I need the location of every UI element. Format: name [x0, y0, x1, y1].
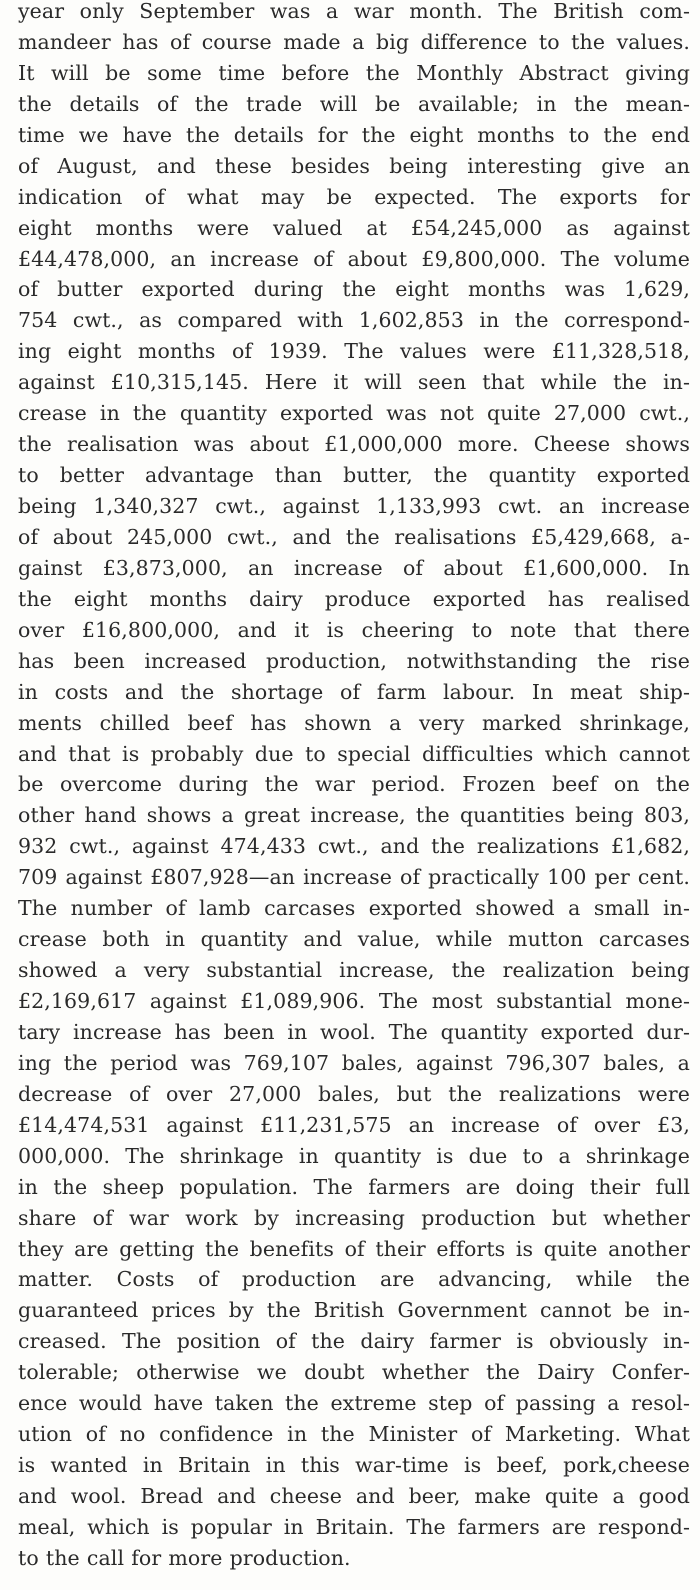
text-line: guaranteed prices by the British Government cannot be in- — [18, 1298, 690, 1323]
text-line: decrease of over 27,000 bales, but the realizations were — [18, 1081, 690, 1106]
text-line: the details of the trade will be available; in the mean- — [18, 91, 690, 116]
text-line: gainst £3,873,000, an increase of about £1,600,000. In — [18, 555, 690, 580]
text-line: 709 against £807,928—an increase of practically 100 per cent. — [18, 865, 690, 890]
text-line: year only September was a war month. The British com- — [18, 0, 690, 23]
text-line: other hand shows a great increase, the quantities being 803, — [18, 803, 690, 828]
text-line: crease both in quantity and value, while mutton carcases — [18, 927, 690, 952]
text-line: share of war work by increasing production but whether — [18, 1205, 690, 1230]
text-line: tary increase has been in wool. The quantity exported dur- — [18, 1019, 690, 1044]
text-line: time we have the details for the eight months to the end — [18, 122, 690, 147]
text-line: crease in the quantity exported was not quite 27,000 cwt., — [18, 401, 690, 426]
text-line: £14,474,531 against £11,231,575 an increase of over £3, — [18, 1112, 690, 1137]
text-line: tolerable; otherwise we doubt whether the Dairy Confer- — [18, 1360, 690, 1385]
text-line: creased. The position of the dairy farmer is obviously in- — [18, 1329, 690, 1354]
text-line: matter. Costs of production are advancing, while the — [18, 1267, 690, 1292]
text-line: It will be some time before the Monthly Abstract giving — [18, 60, 690, 85]
text-line: and that is probably due to special difficulties which cannot — [18, 741, 690, 766]
text-line: to better advantage than butter, the quantity exported — [18, 463, 690, 488]
text-line: the eight months dairy produce exported has realised — [18, 586, 690, 611]
text-line: to the call for more production. — [18, 1545, 351, 1570]
text-line: £44,478,000, an increase of about £9,800,000. The volume — [18, 246, 690, 271]
text-line: of about 245,000 cwt., and the realisations £5,429,668, a- — [18, 524, 690, 549]
text-line: has been increased production, notwithstanding the rise — [18, 648, 690, 673]
text-line: against £10,315,145. Here it will seen that while the in- — [18, 370, 690, 395]
text-line: is wanted in Britain in this war-time is beef, pork,cheese — [18, 1453, 690, 1478]
text-line: 754 cwt., as compared with 1,602,853 in the correspond- — [18, 308, 690, 333]
text-line: of butter exported during the eight months was 1,629, — [18, 277, 690, 302]
text-line: ing eight months of 1939. The values were £11,328,518, — [18, 339, 690, 364]
text-line: they are getting the benefits of their efforts is quite another — [18, 1236, 690, 1261]
text-line: and wool. Bread and cheese and beer, make quite a good — [18, 1484, 690, 1508]
text-line: ution of no confidence in the Minister of Marketing. What — [18, 1422, 690, 1447]
text-line: in costs and the shortage of farm labour. In meat ship- — [18, 679, 690, 704]
text-line: eight months were valued at £54,245,000 as against — [18, 215, 690, 240]
text-line: ing the period was 769,107 bales, against 796,307 bales, a — [18, 1050, 690, 1075]
text-line: ments chilled beef has shown a very marked shrinkage, — [18, 710, 690, 735]
text-line: showed a very substantial increase, the realization being — [18, 958, 690, 983]
text-line: the realisation was about £1,000,000 more. Cheese shows — [18, 432, 690, 457]
text-line: in the sheep population. The farmers are doing their full — [18, 1174, 690, 1199]
text-line: The number of lamb carcases exported showed a small in- — [18, 896, 690, 921]
text-line: indication of what may be expected. The exports for — [18, 184, 690, 209]
text-line: meal, which is popular in Britain. The farmers are respond- — [18, 1514, 690, 1539]
text-line: 932 cwt., against 474,433 cwt., and the realizations £1,682, — [18, 834, 690, 859]
article-text-column — [18, 0, 690, 1574]
text-line: £2,169,617 against £1,089,906. The most substantial mone- — [18, 989, 690, 1013]
text-line: ence would have taken the extreme step of passing a resol- — [18, 1391, 690, 1416]
text-line: be overcome during the war period. Frozen beef on the — [18, 772, 690, 797]
text-line: 000,000. The shrinkage in quantity is due to a shrinkage — [18, 1143, 690, 1168]
text-line: over £16,800,000, and it is cheering to note that there — [18, 617, 690, 642]
text-line: being 1,340,327 cwt., against 1,133,993 cwt. an increase — [18, 494, 690, 518]
text-line: of August, and these besides being interesting give an — [18, 153, 690, 178]
text-line: mandeer has of course made a big difference to the values. — [18, 29, 690, 54]
